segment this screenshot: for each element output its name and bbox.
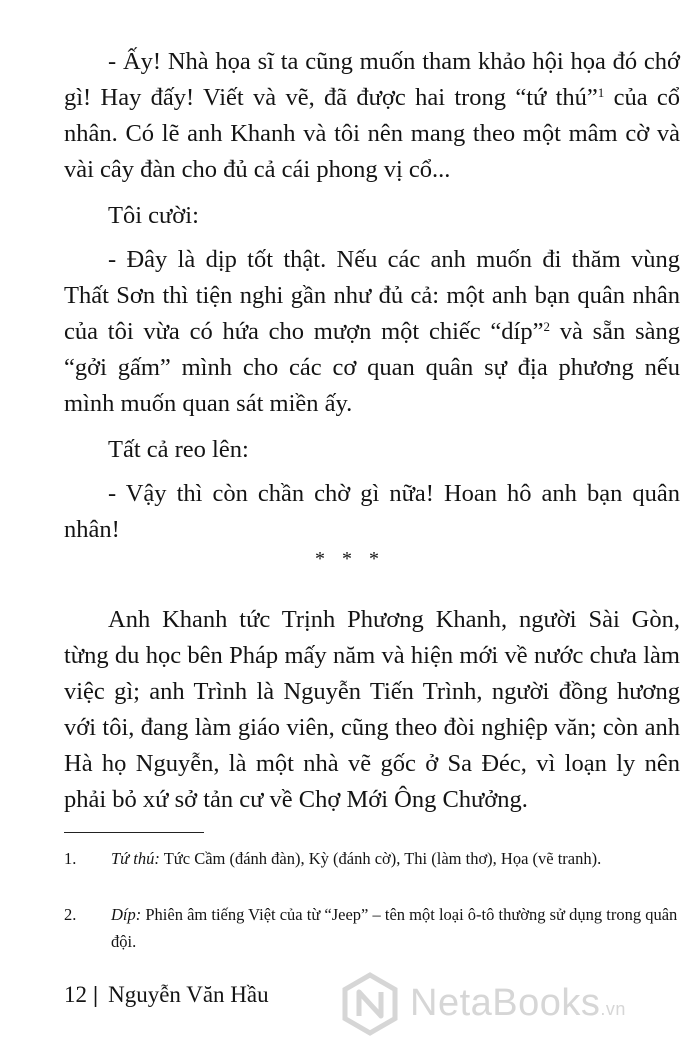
footnote-text: Tức Cầm (đánh đàn), Kỳ (đánh cờ), Thi (làm thơ), Họa (vẽ tranh). (159, 849, 602, 868)
footnote-term: Tứ thú: (111, 849, 160, 868)
watermark-brand (410, 982, 626, 1025)
footnote-term: Díp: (111, 905, 142, 924)
watermark-brand-name: NetaBooks (410, 982, 601, 1024)
footnote-ref-1: 1 (597, 85, 605, 100)
page-footer (64, 980, 269, 1010)
paragraph-text: Anh Khanh tức Trịnh Phương Khanh, người Sài Gòn, từng du học bên Pháp mấy năm và hiện mới về nước chưa làm việc gì; anh Trình là Nguyễn Tiến Trình, người đồng hương với tôi, đang làm giáo viên, cũng theo đòi nghiệp văn; còn anh Hà họ Nguyễn, là một nhà vẽ gốc ở Sa Đéc, vì loạn ly nên phải bỏ xứ sở tản cư về Chợ Mới Ông Chưởng. (64, 606, 680, 813)
paragraph-text: Tôi cười: (108, 202, 199, 229)
paragraph-narration-3 (64, 602, 680, 818)
paragraph-narration-2 (64, 432, 680, 468)
watermark-suffix: .vn (600, 999, 626, 1019)
footnote-number: 2. (64, 905, 77, 924)
footnote-divider (64, 832, 204, 833)
footnote-number: 1. (64, 849, 77, 868)
watermark-logo (338, 968, 680, 1040)
author-name: Nguyễn Văn Hầu (108, 982, 269, 1007)
paragraph-text: - Ấy! Nhà họa sĩ ta cũng muốn tham khảo hội họa đó chớ gì! Hay đấy! Viết và vẽ, đã được hai trong “tứ thú” (64, 48, 680, 111)
netabooks-logo-icon (338, 972, 402, 1036)
paragraph-text: Tất cả reo lên: (108, 436, 249, 463)
paragraph-text: của cổ nhân. Có lẽ anh Khanh và tôi nên mang theo một mâm cờ và vài cây đàn cho đủ cả cái phong vị cổ... (64, 84, 681, 183)
footnote-body (64, 901, 680, 955)
paragraph-text: - Đây là dịp tốt thật. Nếu các anh muốn đi thăm vùng Thất Sơn thì tiện nghi gần như đủ cả: một anh bạn quân nhân của tôi vừa có hứa cho mượn một chiếc “díp” (64, 246, 680, 345)
paragraph-dialogue-2 (64, 242, 680, 422)
section-separator: * * * (315, 548, 385, 570)
paragraph-dialogue-3 (64, 476, 680, 548)
footnote-body (64, 845, 680, 872)
paragraph-text: và sẵn sàng “gởi gấm” mình cho các cơ quan quân sự địa phương nếu mình muốn quan sát miền ấy. (64, 318, 680, 417)
footnote-1 (64, 845, 680, 872)
footnote-2 (64, 901, 680, 955)
footer-separator: | (93, 982, 99, 1007)
footnote-text: Phiên âm tiếng Việt của từ “Jeep” – tên một loại ô-tô thường sử dụng trong quân đội. (111, 905, 678, 951)
paragraph-text: - Vậy thì còn chần chờ gì nữa! Hoan hô anh bạn quân nhân! (64, 480, 680, 543)
footnote-ref-2: 2 (543, 319, 550, 334)
page-number: 12 (64, 982, 87, 1007)
paragraph-dialogue-1 (64, 44, 680, 188)
paragraph-narration-1 (64, 198, 680, 234)
